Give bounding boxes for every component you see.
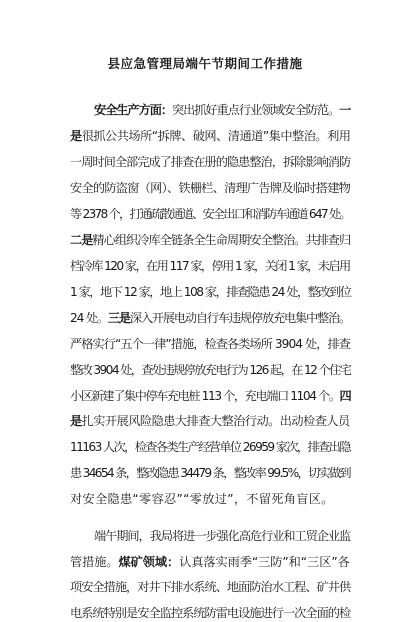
body-text: 严格实行“五个一律”措施，检查各类场所 3904 处，排查 bbox=[70, 337, 351, 351]
body-line bbox=[70, 464, 350, 482]
body-text-bold: 一 bbox=[339, 103, 351, 117]
body-line bbox=[70, 412, 350, 430]
body-text-bold: 四 bbox=[339, 389, 351, 403]
body-line bbox=[70, 553, 350, 571]
body-line bbox=[70, 578, 350, 596]
body-line bbox=[70, 205, 350, 223]
body-text: 等 2378 个，打通疏散通道、安全出口和消防车通道 647 处。 bbox=[70, 207, 350, 221]
body-text: 小区新建了集中停车充电桩 113 个，充电端口 1104 个。 bbox=[70, 389, 340, 403]
body-line bbox=[70, 179, 350, 197]
body-line bbox=[94, 527, 350, 545]
body-text-bold: 是 bbox=[70, 129, 82, 143]
body-text-bold: 二是 bbox=[70, 233, 93, 247]
body-text: 安全的防盗窗（网）、铁栅栏、清理广告牌及临时搭建物 bbox=[70, 181, 351, 195]
body-line bbox=[70, 604, 350, 622]
body-text: 深入开展电动自行车违规停放充电集中整治。 bbox=[129, 311, 350, 325]
body-text: 扎实开展风险隐患大排查大整治行动。出动检查人员 bbox=[81, 414, 350, 428]
body-text: 突出抓好重点行业领域安全防范。 bbox=[171, 103, 340, 117]
body-text: 认真落实雨季“三防”和“三区”各 bbox=[179, 555, 350, 569]
body-line bbox=[70, 309, 350, 327]
body-line bbox=[70, 257, 350, 275]
body-line bbox=[70, 283, 350, 301]
body-text: 管措施。 bbox=[70, 555, 119, 569]
body-text: 24 处。 bbox=[70, 311, 108, 325]
body-line bbox=[70, 387, 350, 405]
body-line bbox=[70, 438, 350, 456]
body-text-bold: 三是 bbox=[107, 311, 130, 325]
body-line bbox=[70, 231, 350, 249]
body-text: 档冷库 120 家，在用 117 家，停用 1 家，关闭 1 家，未启用 bbox=[70, 259, 350, 273]
body-line bbox=[70, 490, 350, 508]
body-line bbox=[70, 335, 350, 353]
body-text: 精心组织冷库全链条全生命周期安全整治。共排查归 bbox=[92, 233, 351, 247]
body-text: 1 家，地下 12 家，地上 108 家，排查隐患 24 处，整改到位 bbox=[70, 285, 351, 299]
body-text: 患 34654 条，整改隐患 34479 条，整改率 99.5%，切实做到 bbox=[70, 466, 350, 480]
body-line bbox=[70, 153, 350, 171]
body-line bbox=[70, 127, 350, 145]
body-text: 电系统特别是安全监控系统防雷电设施进行一次全面的检 bbox=[70, 606, 351, 620]
body-text: 对安全隐患“零容忍”“零放过”，不留死角盲区。 bbox=[70, 492, 334, 506]
document-title: 县应急管理局端午节期间工作措施 bbox=[107, 56, 303, 71]
body-text: 整改 3904 处，查处违规停放充电行为 126 起，在 12 个住宅 bbox=[70, 363, 351, 377]
body-text-bold: 安全生产方面： bbox=[94, 103, 172, 117]
body-text: 11163 人次，检查各类生产经营单位 26959 家次，排查出隐 bbox=[70, 440, 350, 454]
body-text: 项安全措施，对井下排水系统、地面防治水工程、矿井供 bbox=[70, 580, 351, 594]
body-text-bold: 煤矿领域： bbox=[118, 555, 180, 569]
body-text: 端午期间，我局将进一步强化高危行业和工贸企业监 bbox=[94, 529, 351, 543]
body-text: 一周时间全部完成了排查在册的隐患整治，拆除影响消防 bbox=[70, 155, 351, 169]
body-line bbox=[94, 101, 350, 119]
body-line bbox=[70, 361, 350, 379]
body-text-bold: 是 bbox=[70, 414, 82, 428]
body-text: 很抓公共场所“拆牌、破网、清通道”集中整治。利用 bbox=[81, 129, 351, 143]
